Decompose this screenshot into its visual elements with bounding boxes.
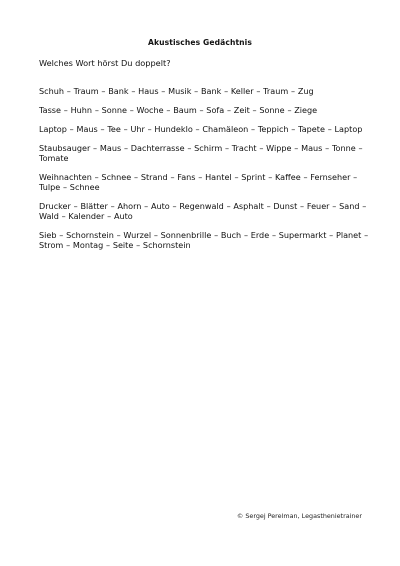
word-row-1: Schuh – Traum – Bank – Haus – Musik – Bank – Keller – Traum – Zug	[39, 86, 314, 96]
word-list	[39, 86, 369, 259]
word-row-4: Staubsauger – Maus – Dachterrasse – Schirm – Tracht – Wippe – Maus – Tonne – Tomate	[39, 143, 363, 163]
instruction-question: Welches Wort hörst Du doppelt?	[39, 58, 171, 68]
word-row-5: Weihnachten – Schnee – Strand – Fans – Hantel – Sprint – Kaffee – Fernseher – Tulpe – Schnee	[39, 172, 358, 192]
copyright-footer: © Sergej Perelman, Legasthenietrainer	[236, 512, 362, 520]
word-row-7: Sieb – Schornstein – Wurzel – Sonnenbrille – Buch – Erde – Supermarkt – Planet – Strom – Montag – Seite – Schornstein	[39, 230, 369, 250]
word-row-3: Laptop – Maus – Tee – Uhr – Hundeklo – Chamäleon – Teppich – Tapete – Laptop	[39, 124, 363, 134]
page-title: Akustisches Gedächtnis	[147, 38, 253, 47]
word-row-6: Drucker – Blätter – Ahorn – Auto – Regenwald – Asphalt – Dunst – Feuer – Sand – Wald – Kalender – Auto	[39, 201, 367, 221]
word-row-2: Tasse – Huhn – Sonne – Woche – Baum – Sofa – Zeit – Sonne – Ziege	[39, 105, 318, 115]
